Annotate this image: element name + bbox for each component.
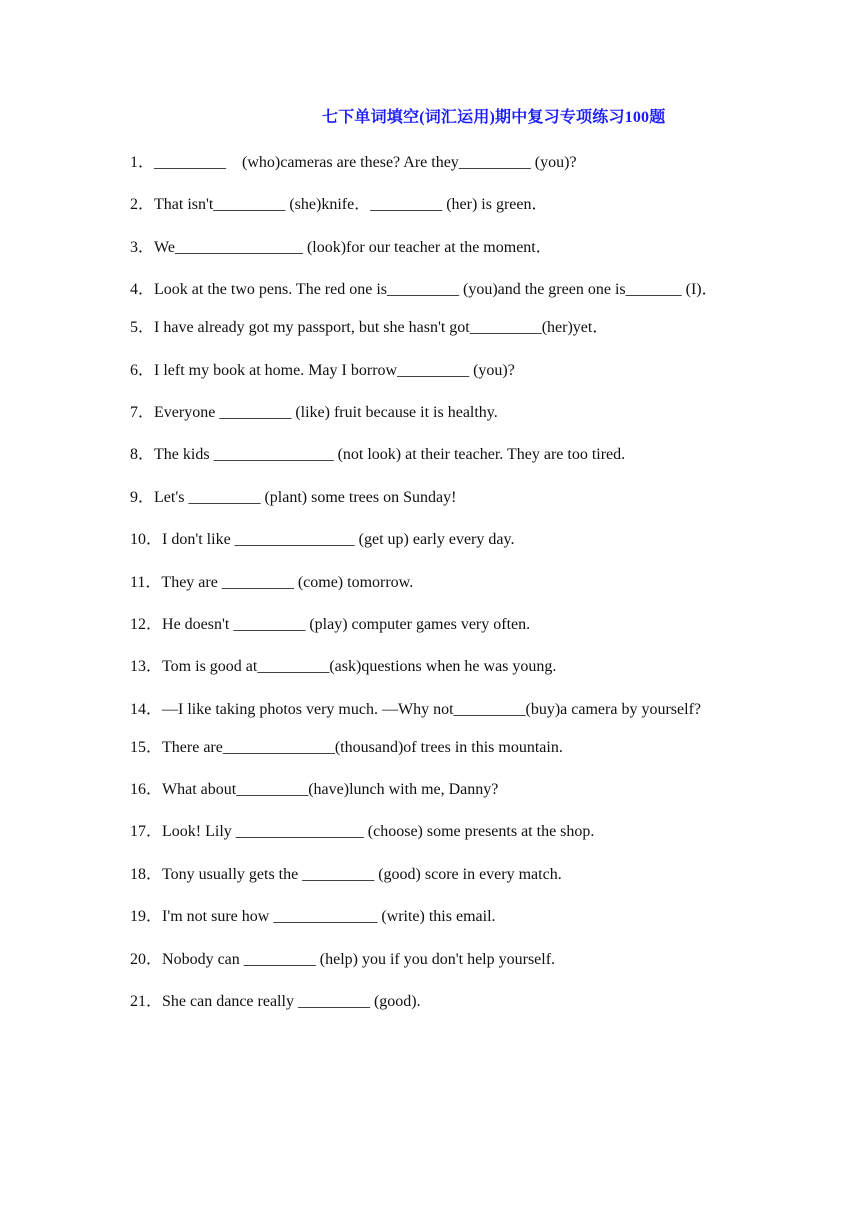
question-item <box>130 355 740 387</box>
question-item <box>130 312 740 344</box>
question-text: Let's _________ (plant) some trees on Sunday! <box>154 488 457 506</box>
question-number: 9． <box>130 488 155 506</box>
question-text: Nobody can _________ (help) you if you don't help yourself. <box>162 950 556 968</box>
question-item <box>130 859 740 891</box>
question-number: 6． <box>130 361 155 379</box>
question-number: 19． <box>130 908 163 926</box>
question-text: I have already got my passport, but she hasn't got_________(her)yet． <box>154 319 609 337</box>
question-number: 17． <box>130 823 163 841</box>
question-number: 14． <box>130 700 163 718</box>
question-item <box>130 397 740 429</box>
question-item <box>130 232 740 264</box>
question-number: 10． <box>130 531 163 549</box>
question-text: Tom is good at_________(ask)questions when he was young. <box>162 658 557 676</box>
question-text: We________________ (look)for our teacher at the moment． <box>154 238 552 256</box>
question-item <box>130 901 740 933</box>
question-text: They are _________ (come) tomorrow. <box>161 573 414 591</box>
question-text: _________ (who)cameras are these? Are they_________ (you)? <box>154 154 577 171</box>
question-item <box>130 274 740 306</box>
question-item <box>130 567 740 599</box>
question-item <box>130 651 740 683</box>
question-item <box>130 524 740 556</box>
question-number: 4． <box>130 281 155 299</box>
question-item <box>130 189 740 221</box>
question-number: 1． <box>130 154 155 171</box>
question-item <box>130 774 740 806</box>
question-number: 13． <box>130 658 163 676</box>
question-text: Everyone _________ (like) fruit because it is healthy. <box>154 403 498 421</box>
question-number: 7． <box>130 403 155 421</box>
question-text: That isn't_________ (she)knife．_________ (her) is green． <box>154 196 548 214</box>
question-number: 3． <box>130 238 155 256</box>
question-item <box>130 986 740 1018</box>
question-text: I'm not sure how _____________ (write) this email. <box>162 908 496 926</box>
question-number: 18． <box>130 865 163 883</box>
question-text: Look at the two pens. The red one is_________ (you)and the green one is_______ (I)． <box>154 281 718 299</box>
question-number: 11． <box>130 573 162 591</box>
question-text: I left my book at home. May I borrow_________ (you)? <box>154 361 515 379</box>
question-item <box>130 609 740 641</box>
question-text: There are______________(thousand)of trees in this mountain. <box>162 738 563 756</box>
question-item <box>130 732 740 764</box>
worksheet-title: 七下单词填空(词汇运用)期中复习专项练习100题 <box>322 109 666 126</box>
question-text: Look! Lily ________________ (choose) some presents at the shop. <box>162 823 595 841</box>
question-item <box>130 694 740 726</box>
question-item <box>130 944 740 976</box>
question-number: 15． <box>130 738 163 756</box>
question-number: 8． <box>130 446 155 464</box>
question-number: 2． <box>130 196 155 214</box>
question-text: Tony usually gets the _________ (good) score in every match. <box>162 865 562 883</box>
question-item <box>130 439 740 471</box>
question-text: I don't like _______________ (get up) early every day. <box>162 531 515 549</box>
question-number: 12． <box>130 615 163 633</box>
question-text: What about_________(have)lunch with me, Danny? <box>162 781 499 799</box>
question-text: He doesn't _________ (play) computer games very often. <box>162 615 531 633</box>
question-number: 5． <box>130 319 155 337</box>
question-item <box>130 147 740 179</box>
question-list <box>130 147 740 1028</box>
question-item <box>130 816 740 848</box>
question-number: 16． <box>130 781 163 799</box>
question-text: The kids _______________ (not look) at their teacher. They are too tired. <box>154 446 626 464</box>
question-text: She can dance really _________ (good). <box>162 993 421 1011</box>
question-number: 21． <box>130 993 163 1011</box>
question-text: —I like taking photos very much. —Why not_________(buy)a camera by yourself? <box>162 700 701 718</box>
question-number: 20． <box>130 950 163 968</box>
question-item <box>130 482 740 514</box>
